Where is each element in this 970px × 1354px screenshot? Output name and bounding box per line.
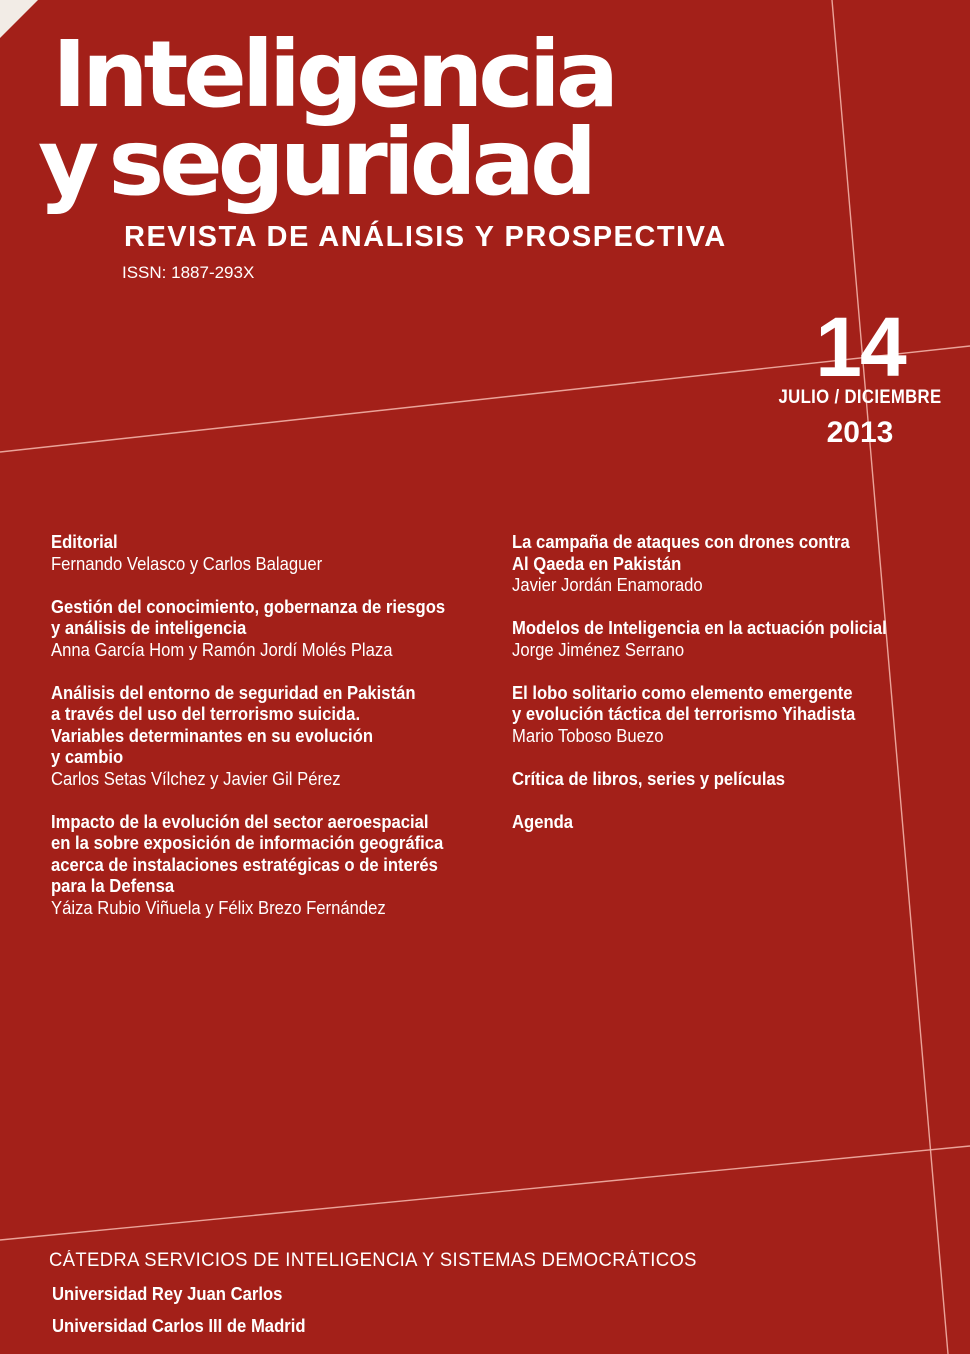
toc-title-line: para la Defensa [51, 875, 175, 896]
footer-catedra: CÁTEDRA SERVICIOS DE INTELIGENCIA Y SISTEMAS DEMOCRÁTICOS [49, 1250, 697, 1271]
toc-title-line: La campaña de ataques con drones contra [512, 531, 850, 552]
journal-subtitle: REVISTA DE ANÁLISIS Y PROSPECTIVA [124, 221, 727, 253]
journal-logo [38, 21, 615, 216]
footer-universidad-rey-juan-carlos: Universidad Rey Juan Carlos [52, 1283, 283, 1304]
toc-title-line: El lobo solitario como elemento emergente [512, 681, 853, 703]
toc-title-line: Análisis del entorno de seguridad en Pakistán [51, 681, 416, 703]
toc-authors: Yáiza Rubio Viñuela y Félix Brezo Fernández [51, 896, 386, 918]
toc-title-line: Agenda [512, 810, 574, 832]
toc-title-line: y análisis de inteligencia [51, 617, 247, 638]
diagonal-line-lower [0, 1146, 970, 1240]
toc-title-line: Modelos de Inteligencia en la actuación policial [512, 617, 887, 638]
logo-word-inteligencia: Inteligencia [52, 21, 615, 128]
issue-year: 2013 [826, 416, 894, 449]
toc-title-line: Impacto de la evolución del sector aeroespacial [51, 810, 429, 832]
issue-period: JULIO / DICIEMBRE [778, 387, 942, 408]
logo-word-seguridad: seguridad [108, 109, 593, 216]
toc-entry [512, 682, 970, 747]
toc-authors: Jorge Jiménez Serrano [512, 638, 685, 660]
toc-column-right [512, 531, 970, 854]
toc-title-line: Al Qaeda en Pakistán [512, 552, 682, 574]
toc-authors: Carlos Setas Vílchez y Javier Gil Pérez [51, 767, 341, 789]
toc-authors: Javier Jordán Enamorado [512, 574, 703, 595]
toc-entry [51, 596, 516, 661]
issue-number: 14 [815, 300, 905, 394]
toc-title-line: y evolución táctica del terrorismo Yihadista [512, 703, 856, 724]
toc-title-line: Variables determinantes en su evolución [51, 724, 374, 746]
toc-entry [512, 768, 970, 790]
toc-title-line: Editorial [51, 531, 118, 552]
issue-block [750, 0, 970, 470]
logo-word-y: y [38, 109, 95, 216]
toc-entry [512, 531, 970, 596]
toc-column-left [51, 531, 516, 940]
toc-title-line: a través del uso del terrorismo suicida. [51, 703, 361, 724]
issn-label: ISSN: 1887-293X [122, 263, 255, 282]
footer-universidad-carlos-iii: Universidad Carlos III de Madrid [52, 1315, 306, 1336]
toc-title-line: Gestión del conocimiento, gobernanza de riesgos [51, 595, 446, 617]
toc-title-line: acerca de instalaciones estratégicas o de interés [51, 853, 438, 875]
toc-title-line: Crítica de libros, series y películas [512, 767, 786, 789]
page-corner-clip [0, 0, 38, 38]
toc-authors: Anna García Hom y Ramón Jordí Molés Plaza [51, 638, 393, 660]
toc-title-line: en la sobre exposición de información geográfica [51, 832, 444, 853]
toc-authors: Fernando Velasco y Carlos Balaguer [51, 552, 323, 574]
toc-entry [512, 617, 970, 660]
logo-line-y-seguridad [38, 109, 614, 216]
toc-title-line: y cambio [51, 746, 124, 767]
toc-entry [512, 811, 970, 833]
toc-authors: Mario Toboso Buezo [512, 724, 664, 746]
toc-entry [51, 531, 516, 574]
toc-entry [51, 811, 516, 919]
toc-entry [51, 682, 516, 790]
